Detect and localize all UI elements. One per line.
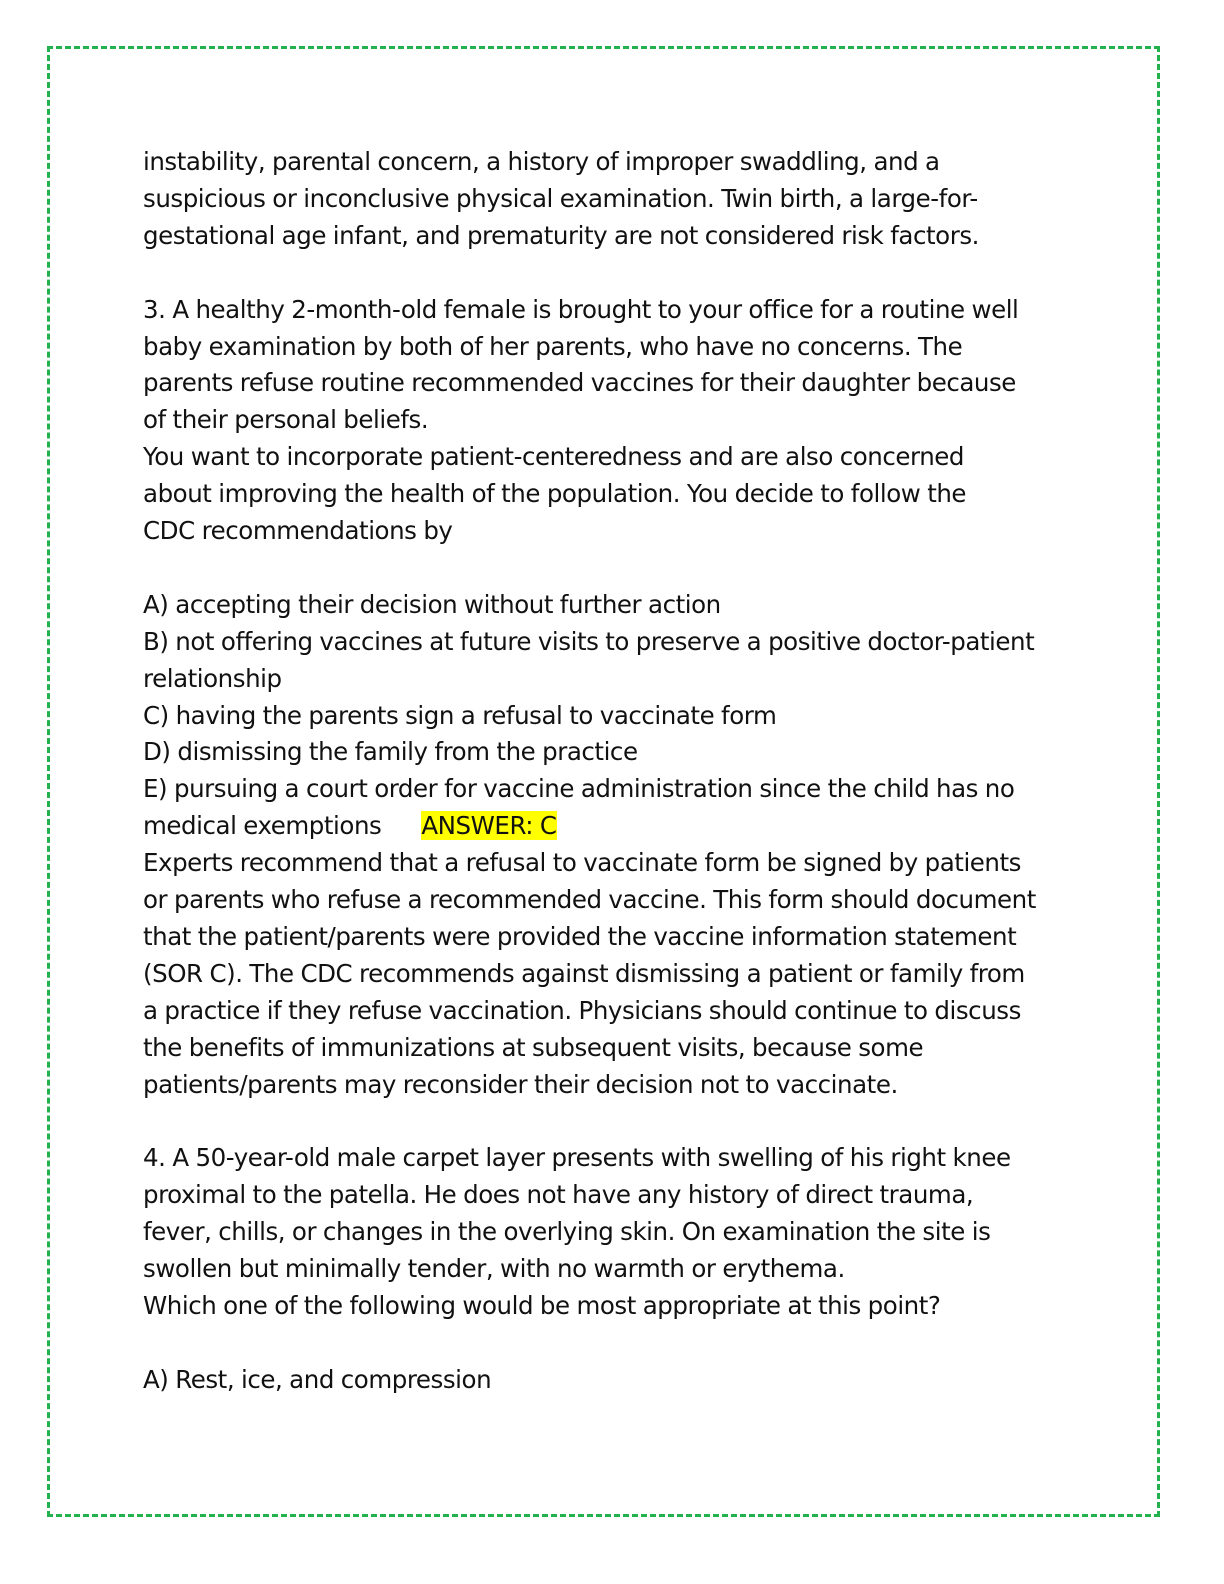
- q4-option-a: A) Rest, ice, and compression: [143, 1364, 492, 1394]
- q3-option-a: A) accepting their decision without further action: [143, 589, 721, 619]
- q3-explanation-line: (SOR C). The CDC recommends against dismissing a patient or family from: [143, 958, 1025, 988]
- q3-stem-line: parents refuse routine recommended vaccines for their daughter because: [143, 368, 1016, 398]
- q3-option-e-continued: [143, 808, 1083, 845]
- continuation-line: suspicious or inconclusive physical examination. Twin birth, a large-for-: [143, 183, 978, 213]
- q3-option-e-tail: medical exemptions: [143, 811, 382, 841]
- q3-explanation-line: patients/parents may reconsider their decision not to vaccinate.: [143, 1069, 898, 1099]
- q3-explanation-line: the benefits of immunizations at subsequent visits, because some: [143, 1032, 924, 1062]
- q4-stem-line: swollen but minimally tender, with no warmth or erythema.: [143, 1254, 845, 1284]
- q3-stem-line: 3. A healthy 2-month-old female is brought to your office for a routine well: [143, 294, 1019, 324]
- q3-explanation-line: a practice if they refuse vaccination. Physicians should continue to discuss: [143, 995, 1021, 1025]
- continuation-line: gestational age infant, and prematurity are not considered risk factors.: [143, 220, 979, 250]
- paragraph-spacer: [143, 255, 1083, 292]
- q3-option-c: C) having the parents sign a refusal to vaccinate form: [143, 700, 777, 730]
- q3-explanation-line: Experts recommend that a refusal to vaccinate form be signed by patients: [143, 848, 1021, 878]
- q3-stem-line: baby examination by both of her parents, who have no concerns. The: [143, 331, 963, 361]
- q3-stem-line: of their personal beliefs.: [143, 405, 429, 435]
- q3-stem-line: CDC recommendations by: [143, 516, 453, 546]
- q3-answer-highlight: ANSWER: C: [421, 811, 557, 841]
- paragraph-spacer: [143, 1325, 1083, 1362]
- paragraph-spacer: [143, 550, 1083, 587]
- q3-option-d: D) dismissing the family from the practice: [143, 737, 638, 767]
- q4-stem-line: Which one of the following would be most appropriate at this point?: [143, 1291, 941, 1321]
- q4-stem-line: 4. A 50-year-old male carpet layer presents with swelling of his right knee: [143, 1143, 1011, 1173]
- q4-stem-line: proximal to the patella. He does not have any history of direct trauma,: [143, 1180, 974, 1210]
- q3-explanation-line: that the patient/parents were provided the vaccine information statement: [143, 922, 1017, 951]
- q3-option-b-continued: relationship: [143, 663, 282, 693]
- q4-stem-line: fever, chills, or changes in the overlying skin. On examination the site is: [143, 1217, 991, 1247]
- continuation-line: instability, parental concern, a history of improper swaddling, and a: [143, 147, 940, 176]
- q3-stem-line: You want to incorporate patient-centeredness and are also concerned: [143, 442, 965, 472]
- document-body: [143, 144, 1083, 1399]
- q3-option-b: B) not offering vaccines at future visits to preserve a positive doctor-patient: [143, 626, 1035, 656]
- q3-option-e: E) pursuing a court order for vaccine administration since the child has no: [143, 774, 1015, 804]
- q3-explanation-line: or parents who refuse a recommended vaccine. This form should document: [143, 885, 1036, 915]
- q3-stem-line: about improving the health of the population. You decide to follow the: [143, 479, 967, 509]
- paragraph-spacer: [143, 1104, 1083, 1141]
